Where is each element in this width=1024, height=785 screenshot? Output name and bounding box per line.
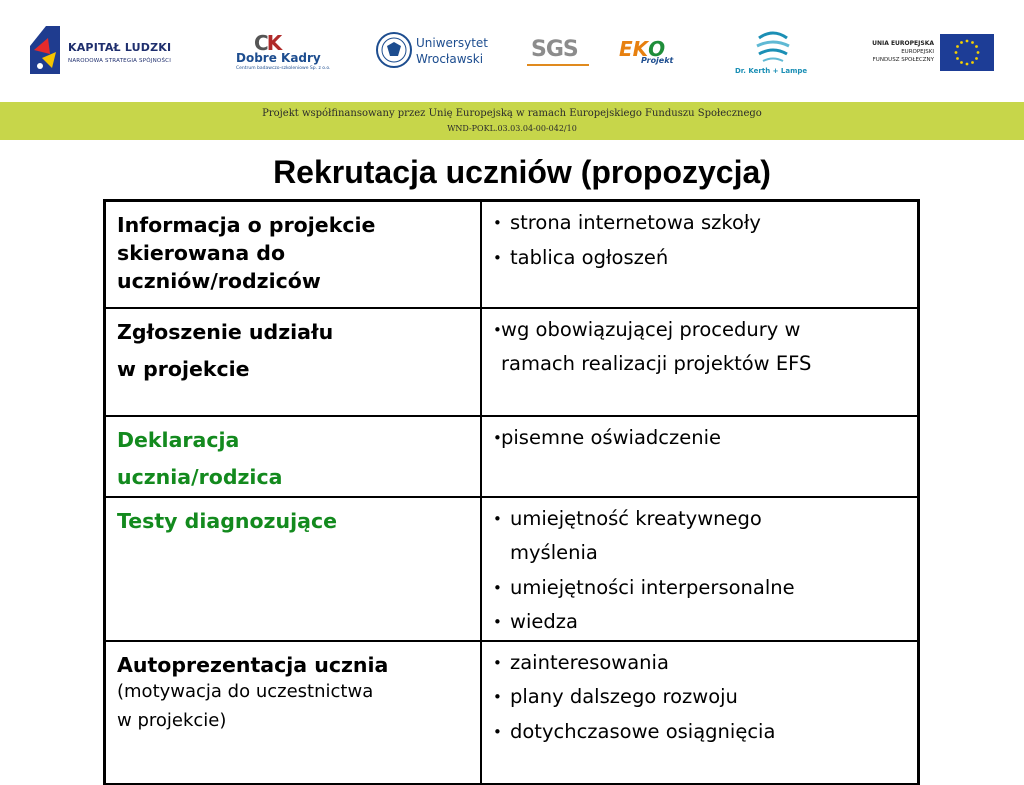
row-label-cell <box>105 201 482 308</box>
ue-line3: FUNDUSZ SPOŁECZNY <box>872 57 934 63</box>
table-row <box>105 641 919 784</box>
bullet-list <box>482 202 917 275</box>
row-label-cell <box>105 308 482 416</box>
row-content-cell <box>481 416 919 497</box>
row-label <box>106 642 480 737</box>
kapital-ludzki-title: KAPITAŁ LUDZKI <box>68 41 172 54</box>
table-row <box>105 201 919 308</box>
list-item: • dotychczasowe osiągnięcia <box>493 715 911 750</box>
row-label <box>106 309 480 388</box>
row-label <box>106 417 480 496</box>
list-item-continuation: ramach realizacji projektów EFS <box>501 352 812 375</box>
university-seal-icon <box>376 32 412 68</box>
row-content-cell <box>481 497 919 641</box>
row-content-cell <box>481 201 919 308</box>
logo-strip <box>0 0 1024 100</box>
list-item: • pisemne oświadczenie <box>493 421 911 456</box>
list-item: • umiejętność kreatywnego <box>493 502 911 537</box>
row-content-cell <box>481 641 919 784</box>
dobre-kadry-mark: CK <box>254 31 281 55</box>
eko-projekt-mark: EKO <box>619 37 666 61</box>
list-item: • strona internetowa szkoły <box>493 206 911 241</box>
row-label-line1: Zgłoszenie udziału <box>117 319 334 344</box>
row-label: Informacja o projekcie skierowana do uczniów/rodziców <box>117 213 376 293</box>
sgs-text: SGS <box>531 37 578 62</box>
list-item: • plany dalszego rozwoju <box>493 680 911 715</box>
bullet-list <box>482 309 917 382</box>
list-item: • wg obowiązującej procedury w <box>493 313 911 348</box>
sgs-rule <box>527 64 589 66</box>
row-content-cell <box>481 308 919 416</box>
ue-line2: EUROPEJSKI <box>901 49 934 55</box>
table-row <box>105 416 919 497</box>
university-name-line1: Uniwersytet <box>416 36 488 50</box>
cofinancing-banner <box>0 102 1024 140</box>
row-label-cell <box>105 416 482 497</box>
kapital-ludzki-subtitle: NARODOWA STRATEGIA SPÓJNOŚCI <box>68 58 172 64</box>
university-name-line2: Wrocławski <box>416 52 484 66</box>
dobre-kadry-subtitle: Centrum badawczo-szkoleniowe Sp. z o.o. <box>236 66 331 71</box>
row-label-line2: w projekcie <box>117 356 250 381</box>
row-label: Testy diagnozujące <box>117 508 337 533</box>
list-item-continuation: myślenia <box>510 541 598 564</box>
row-label-line1: Deklaracja <box>117 427 240 452</box>
kapital-ludzki-emblem-icon <box>26 24 62 76</box>
row-label-main: Autoprezentacja ucznia <box>117 652 389 677</box>
slide-title: Rekrutacja uczniów (propozycja) <box>273 154 771 190</box>
recruitment-table <box>103 199 920 785</box>
list-item: • tablica ogłoszeń <box>493 241 911 276</box>
banner-line1: Projekt współfinansowany przez Unię Europejską w ramach Europejskiego Funduszu Społecznego <box>262 108 762 119</box>
ue-line1: UNIA EUROPEJSKA <box>872 40 934 47</box>
bullet-list <box>482 417 917 456</box>
table-row <box>105 497 919 641</box>
row-label-line2: ucznia/rodzica <box>117 464 283 489</box>
list-item: • umiejętności interpersonalne <box>493 571 911 606</box>
list-item: • wiedza <box>493 605 911 640</box>
eu-flag-icon <box>940 34 994 71</box>
row-label-sub-line1: (motywacja do uczestnictwa <box>117 680 374 702</box>
banner-line2: WND-POKL.03.03.04-00-042/10 <box>447 124 577 133</box>
kerth-lampe-text: Dr. Kerth + Lampe <box>735 67 808 75</box>
row-label-cell <box>105 497 482 641</box>
row-label-cell <box>105 641 482 784</box>
bullet-list <box>482 498 917 640</box>
table-row <box>105 308 919 416</box>
eko-projekt-sub: Projekt <box>641 56 674 65</box>
list-item: • zainteresowania <box>493 646 911 681</box>
bullet-list <box>482 642 917 750</box>
dobre-kadry-title: Dobre Kadry <box>236 51 321 65</box>
kerth-lampe-swirl-icon <box>753 26 793 66</box>
row-label-sub-line2: w projekcie) <box>117 709 227 731</box>
